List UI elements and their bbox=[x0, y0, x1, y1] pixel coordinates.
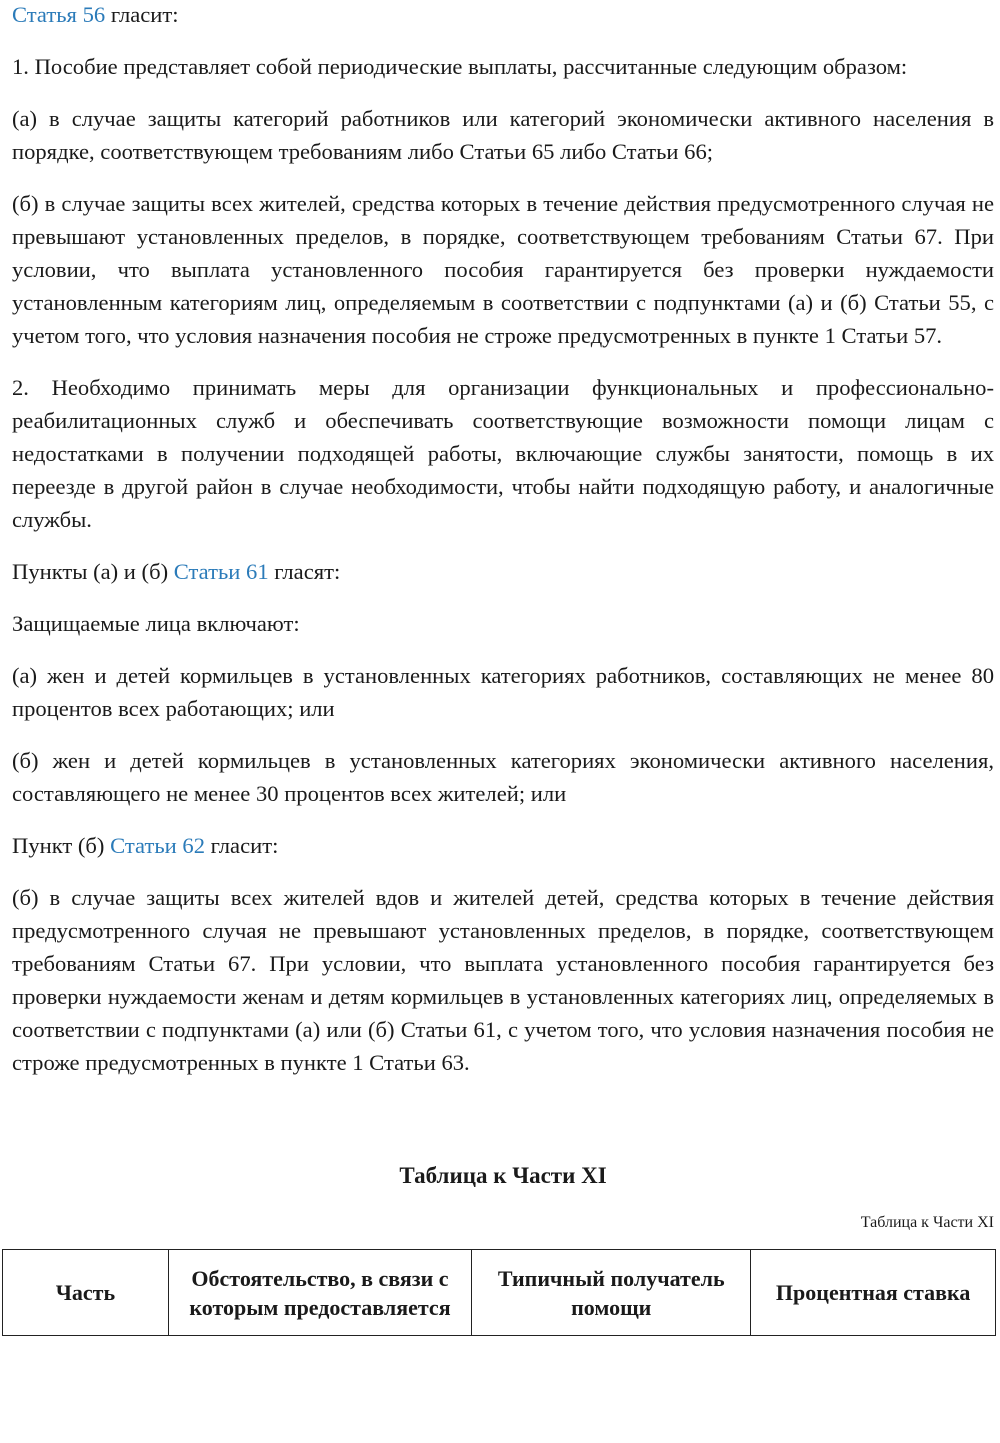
header-recipient: Типичный получатель помощи bbox=[472, 1250, 751, 1336]
table-title: Таблица к Части XI bbox=[399, 1163, 607, 1188]
header-part: Часть bbox=[3, 1250, 169, 1336]
header-circumstance: Обстоятельство, в связи с которым предоставляется bbox=[168, 1250, 471, 1336]
article-61-lead bbox=[12, 555, 994, 588]
article-61-lead-pre: Пункты (а) и (б) bbox=[12, 559, 174, 584]
article-61-lead-post: гласят: bbox=[268, 559, 341, 584]
article-61-link[interactable]: Статьи 61 bbox=[173, 559, 269, 584]
article-62-lead-post: гласит: bbox=[205, 833, 279, 858]
article-56-link[interactable]: Статья 56 bbox=[12, 2, 106, 27]
article-62-link[interactable]: Статьи 62 bbox=[110, 833, 205, 858]
article-56-lead bbox=[12, 0, 994, 31]
article-62-lead-pre: Пункт (б) bbox=[12, 833, 111, 858]
table-header-row bbox=[3, 1250, 996, 1336]
article-61-subparagraph-b: (б) жен и детей кормильцев в установленных категориях экономически активного населения, составляющего не менее 30 процентов всех жителей; или bbox=[12, 748, 994, 806]
part-xi-table bbox=[2, 1249, 996, 1336]
article-56-subparagraph-b: (б) в случае защиты всех жителей, средства которых в течение действия предусмотренного случая не превышают установленных пределов, в порядке, соответствующем требованиям Статьи 67. При условии, что выплата установленного пособия гарантируется без проверки нуждаемости установленным категориям лиц, определяемым в соответствии с подпунктами (а) и (б) Статьи 55, с учетом того, что условия назначения пособия не строже предусмотренных в пункте 1 Статьи 57. bbox=[12, 191, 994, 348]
article-56-paragraph-1: 1. Пособие представляет собой периодические выплаты, рассчитанные следующим образом: bbox=[12, 54, 908, 79]
article-56-subparagraph-a: (а) в случае защиты категорий работников или категорий экономически активного населения в порядке, соответствующем требованиям либо Статьи 65 либо Статьи 66; bbox=[12, 106, 994, 164]
article-62-subparagraph-b: (б) в случае защиты всех жителей вдов и жителей детей, средства которых в течение действия предусмотренного случая не превышают установленных пределов, в порядке, соответствующем требованиям Статьи 67. При условии, что выплата установленного пособия гарантируется без проверки нуждаемости женам и детям кормильцев в установленных категориях лиц, определяемых в соответствии с подпунктами (а) или (б) Статьи 61, с учетом того, что условия назначения пособия не строже предусмотренных в пункте 1 Статьи 63. bbox=[12, 885, 994, 1075]
article-62-lead bbox=[12, 829, 994, 862]
table-subtitle: Таблица к Части XI bbox=[860, 1214, 994, 1231]
header-rate: Процентная ставка bbox=[751, 1250, 996, 1336]
article-56-lead-text: гласит: bbox=[105, 2, 179, 27]
article-61-subparagraph-a: (а) жен и детей кормильцев в установленных категориях работников, составляющих не менее 80 процентов всех работающих; или bbox=[12, 663, 994, 721]
article-61-intro: Защищаемые лица включают: bbox=[12, 611, 300, 636]
article-56-paragraph-2: 2. Необходимо принимать меры для организации функциональных и профессионально-реабилитационных служб и обеспечивать соответствующие возможности помощи лицам с недостатками в получении подходящей работы, включающие службы занятости, помощь в их переезде в другой район в случае необходимости, чтобы найти подходящую работу, и аналогичные службы. bbox=[12, 375, 994, 532]
